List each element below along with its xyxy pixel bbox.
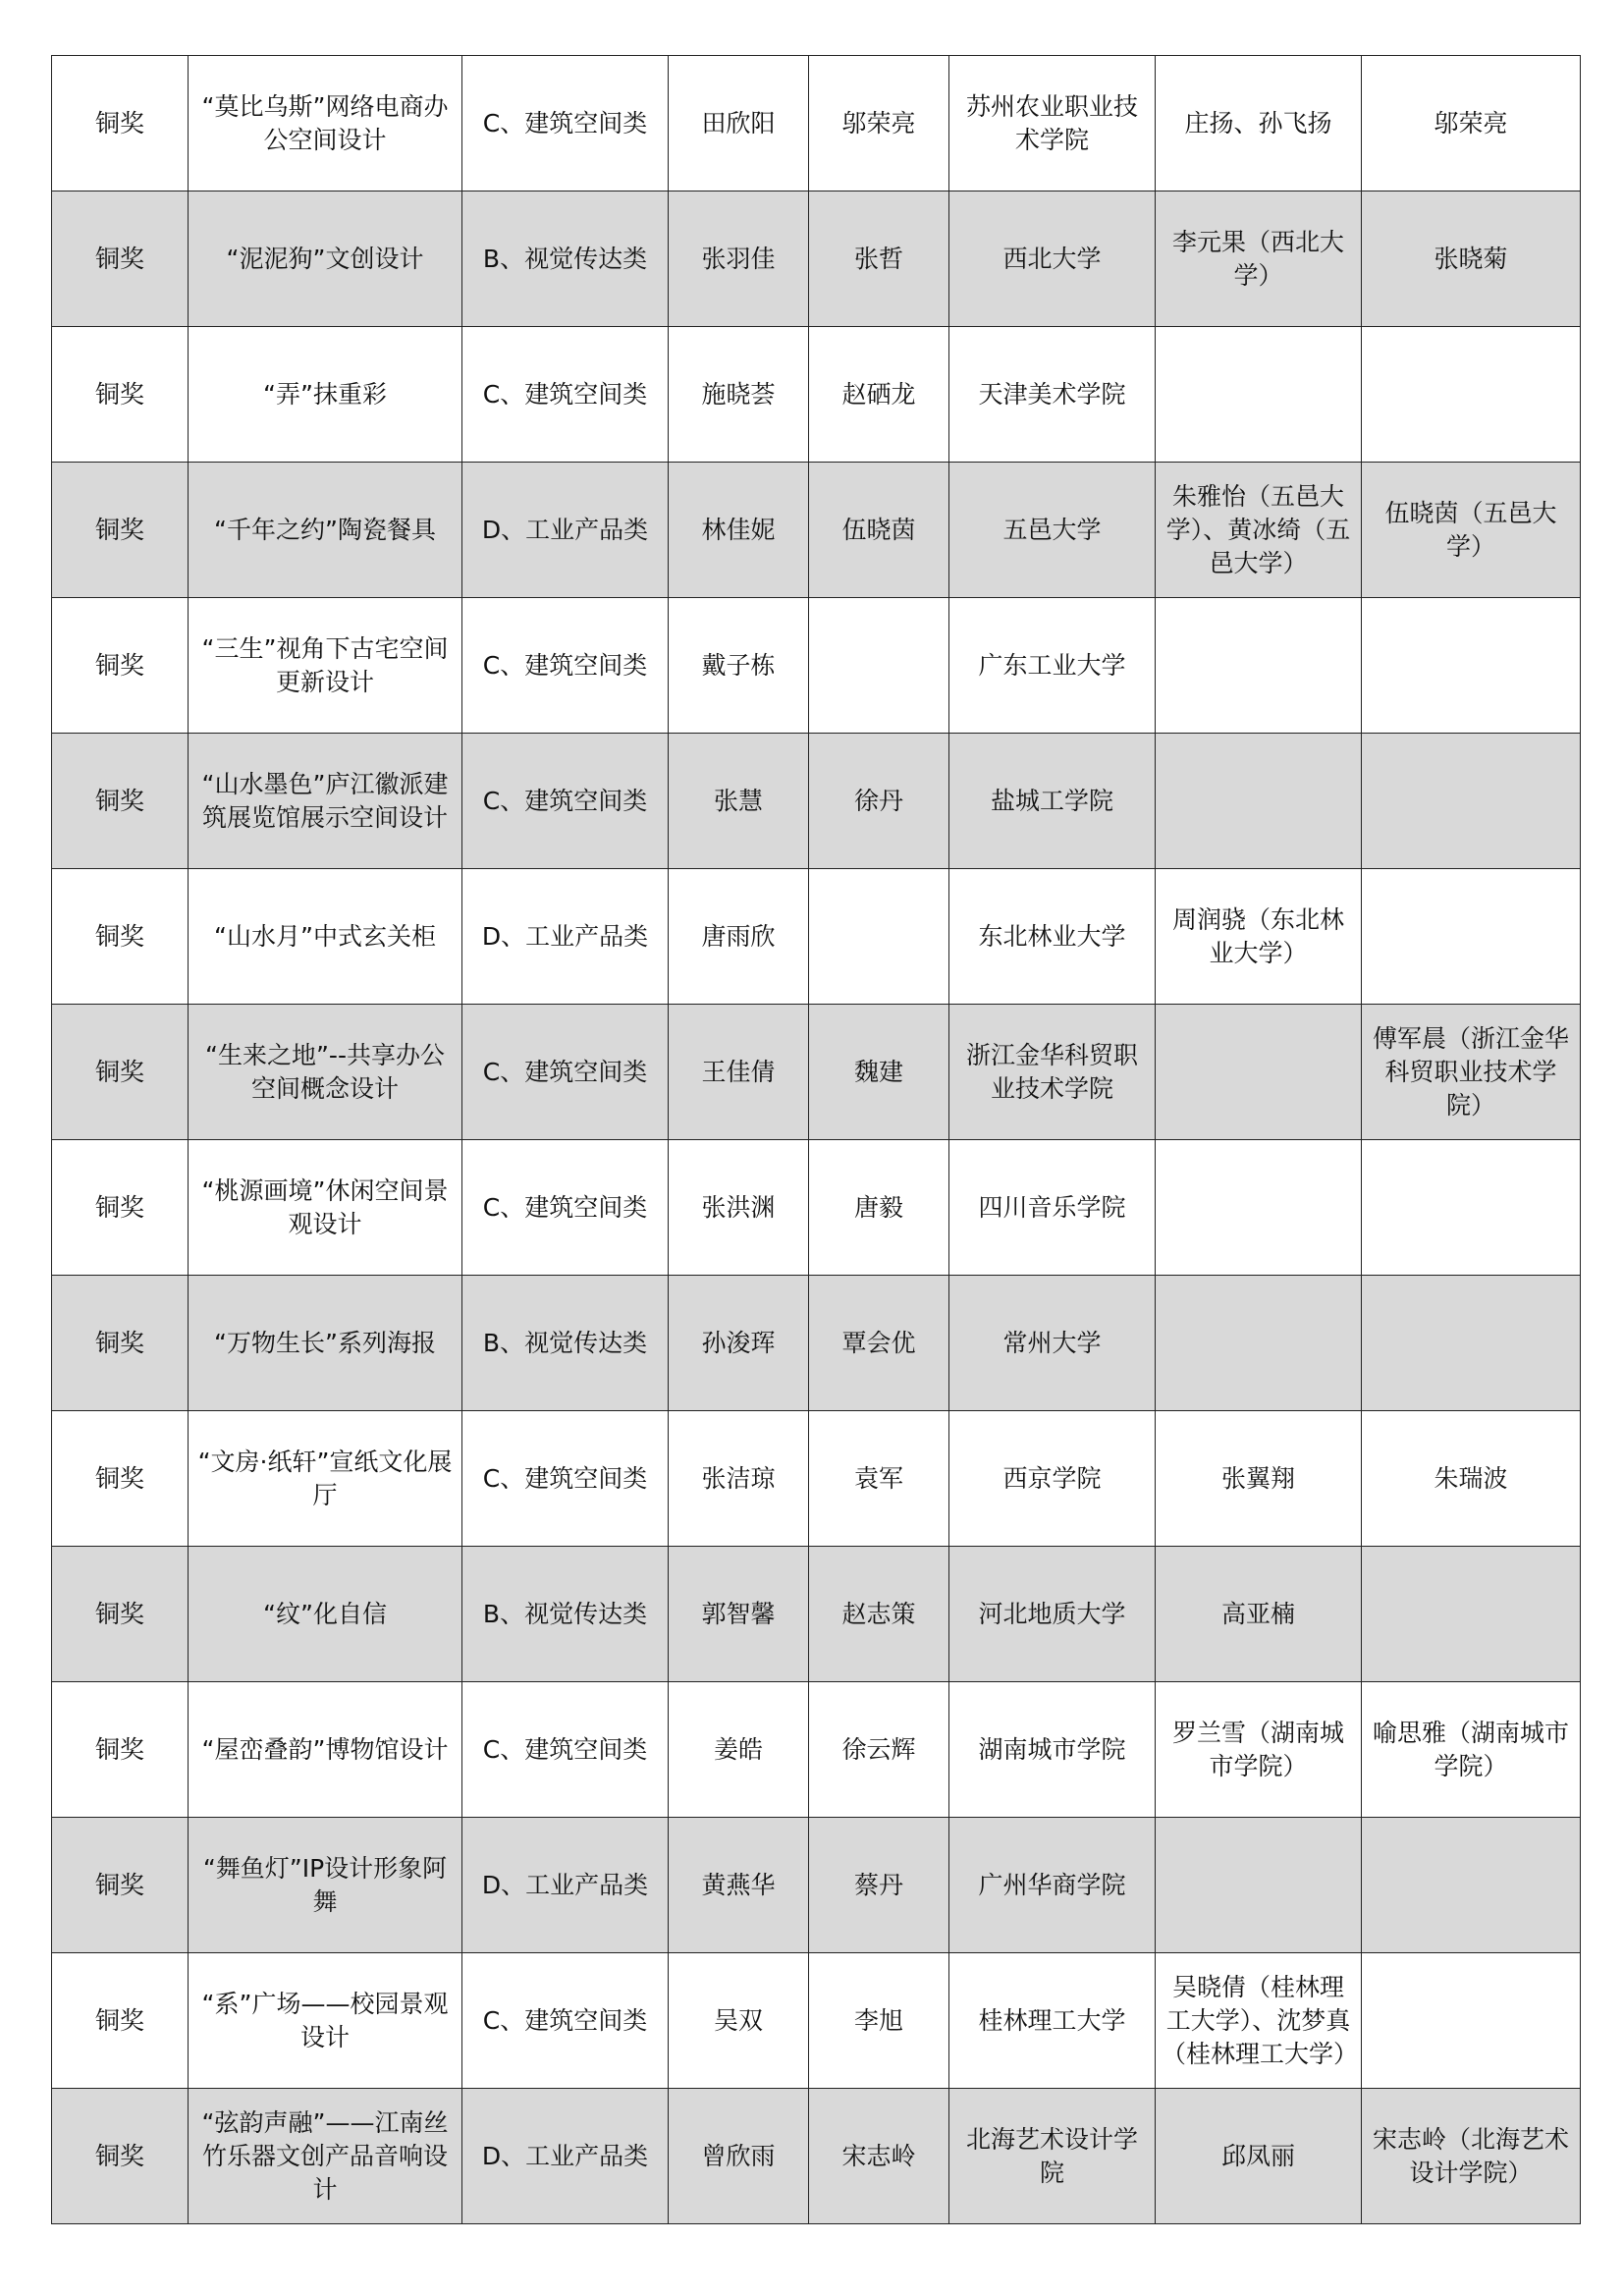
author-cell: 张洪渊 xyxy=(669,1140,809,1276)
members-cell xyxy=(1156,327,1362,463)
category-cell: B、视觉传达类 xyxy=(462,1547,669,1682)
school-cell: 广州华商学院 xyxy=(949,1818,1156,1953)
school-cell: 常州大学 xyxy=(949,1276,1156,1411)
members-cell xyxy=(1156,598,1362,734)
co-author-cell: 张哲 xyxy=(809,191,949,327)
co-author-cell xyxy=(809,598,949,734)
category-cell: D、工业产品类 xyxy=(462,2089,669,2224)
advisor-cell xyxy=(1362,869,1581,1005)
award-cell: 铜奖 xyxy=(52,1682,189,1818)
members-cell: 罗兰雪（湖南城市学院） xyxy=(1156,1682,1362,1818)
school-cell: 东北林业大学 xyxy=(949,869,1156,1005)
title-cell: “弦韵声融”——江南丝竹乐器文创产品音响设计 xyxy=(189,2089,462,2224)
category-cell: D、工业产品类 xyxy=(462,869,669,1005)
award-cell: 铜奖 xyxy=(52,1140,189,1276)
table-row xyxy=(52,598,1581,734)
advisor-cell: 喻思雅（湖南城市学院） xyxy=(1362,1682,1581,1818)
co-author-cell: 徐丹 xyxy=(809,734,949,869)
table-row xyxy=(52,1005,1581,1140)
awards-table xyxy=(51,55,1581,2224)
category-cell: C、建筑空间类 xyxy=(462,56,669,191)
award-cell: 铜奖 xyxy=(52,734,189,869)
award-cell: 铜奖 xyxy=(52,1818,189,1953)
advisor-cell: 张晓菊 xyxy=(1362,191,1581,327)
co-author-cell: 徐云辉 xyxy=(809,1682,949,1818)
advisor-cell xyxy=(1362,598,1581,734)
table-row xyxy=(52,1547,1581,1682)
table-row xyxy=(52,327,1581,463)
table-row xyxy=(52,1411,1581,1547)
category-cell: C、建筑空间类 xyxy=(462,1953,669,2089)
school-cell: 苏州农业职业技术学院 xyxy=(949,56,1156,191)
school-cell: 广东工业大学 xyxy=(949,598,1156,734)
advisor-cell xyxy=(1362,327,1581,463)
award-cell: 铜奖 xyxy=(52,1547,189,1682)
school-cell: 五邑大学 xyxy=(949,463,1156,598)
table-row xyxy=(52,56,1581,191)
co-author-cell: 邬荣亮 xyxy=(809,56,949,191)
members-cell xyxy=(1156,1276,1362,1411)
co-author-cell: 蔡丹 xyxy=(809,1818,949,1953)
co-author-cell: 伍晓茵 xyxy=(809,463,949,598)
author-cell: 姜皓 xyxy=(669,1682,809,1818)
award-cell: 铜奖 xyxy=(52,327,189,463)
advisor-cell xyxy=(1362,734,1581,869)
award-cell: 铜奖 xyxy=(52,1005,189,1140)
category-cell: C、建筑空间类 xyxy=(462,734,669,869)
members-cell xyxy=(1156,1005,1362,1140)
advisor-cell: 宋志岭（北海艺术设计学院） xyxy=(1362,2089,1581,2224)
table-row xyxy=(52,463,1581,598)
table-row xyxy=(52,1276,1581,1411)
school-cell: 西京学院 xyxy=(949,1411,1156,1547)
author-cell: 曾欣雨 xyxy=(669,2089,809,2224)
advisor-cell: 傅军晨（浙江金华科贸职业技术学院） xyxy=(1362,1005,1581,1140)
author-cell: 施晓荟 xyxy=(669,327,809,463)
table-body xyxy=(52,56,1581,2224)
advisor-cell xyxy=(1362,1140,1581,1276)
table-row xyxy=(52,869,1581,1005)
members-cell xyxy=(1156,1818,1362,1953)
co-author-cell: 赵志策 xyxy=(809,1547,949,1682)
author-cell: 黄燕华 xyxy=(669,1818,809,1953)
category-cell: C、建筑空间类 xyxy=(462,327,669,463)
title-cell: “舞鱼灯”IP设计形象阿舞 xyxy=(189,1818,462,1953)
school-cell: 桂林理工大学 xyxy=(949,1953,1156,2089)
award-cell: 铜奖 xyxy=(52,1953,189,2089)
advisor-cell xyxy=(1362,1547,1581,1682)
co-author-cell: 赵硒龙 xyxy=(809,327,949,463)
table-row xyxy=(52,1140,1581,1276)
table-row xyxy=(52,2089,1581,2224)
school-cell: 湖南城市学院 xyxy=(949,1682,1156,1818)
author-cell: 林佳妮 xyxy=(669,463,809,598)
table-row xyxy=(52,1682,1581,1818)
advisor-cell: 邬荣亮 xyxy=(1362,56,1581,191)
category-cell: B、视觉传达类 xyxy=(462,191,669,327)
author-cell: 唐雨欣 xyxy=(669,869,809,1005)
table-row xyxy=(52,1953,1581,2089)
title-cell: “山水墨色”庐江徽派建筑展览馆展示空间设计 xyxy=(189,734,462,869)
title-cell: “生来之地”--共享办公空间概念设计 xyxy=(189,1005,462,1140)
title-cell: “屋峦叠韵”博物馆设计 xyxy=(189,1682,462,1818)
school-cell: 四川音乐学院 xyxy=(949,1140,1156,1276)
category-cell: C、建筑空间类 xyxy=(462,1005,669,1140)
school-cell: 天津美术学院 xyxy=(949,327,1156,463)
title-cell: “千年之约”陶瓷餐具 xyxy=(189,463,462,598)
title-cell: “系”广场——校园景观设计 xyxy=(189,1953,462,2089)
category-cell: D、工业产品类 xyxy=(462,1818,669,1953)
co-author-cell: 覃会优 xyxy=(809,1276,949,1411)
advisor-cell xyxy=(1362,1953,1581,2089)
table-row xyxy=(52,1818,1581,1953)
award-cell: 铜奖 xyxy=(52,1411,189,1547)
members-cell: 邱凤丽 xyxy=(1156,2089,1362,2224)
school-cell: 西北大学 xyxy=(949,191,1156,327)
author-cell: 田欣阳 xyxy=(669,56,809,191)
title-cell: “纹”化自信 xyxy=(189,1547,462,1682)
award-cell: 铜奖 xyxy=(52,463,189,598)
category-cell: C、建筑空间类 xyxy=(462,1411,669,1547)
advisor-cell: 朱瑞波 xyxy=(1362,1411,1581,1547)
award-cell: 铜奖 xyxy=(52,869,189,1005)
title-cell: “桃源画境”休闲空间景观设计 xyxy=(189,1140,462,1276)
award-cell: 铜奖 xyxy=(52,2089,189,2224)
author-cell: 王佳倩 xyxy=(669,1005,809,1140)
author-cell: 戴子栋 xyxy=(669,598,809,734)
award-cell: 铜奖 xyxy=(52,56,189,191)
advisor-cell xyxy=(1362,1818,1581,1953)
author-cell: 吴双 xyxy=(669,1953,809,2089)
award-cell: 铜奖 xyxy=(52,191,189,327)
members-cell: 朱雅怡（五邑大学）、黄冰绮（五邑大学） xyxy=(1156,463,1362,598)
title-cell: “泥泥狗”文创设计 xyxy=(189,191,462,327)
co-author-cell: 李旭 xyxy=(809,1953,949,2089)
school-cell: 盐城工学院 xyxy=(949,734,1156,869)
members-cell: 高亚楠 xyxy=(1156,1547,1362,1682)
author-cell: 张羽佳 xyxy=(669,191,809,327)
award-cell: 铜奖 xyxy=(52,598,189,734)
school-cell: 浙江金华科贸职业技术学院 xyxy=(949,1005,1156,1140)
advisor-cell xyxy=(1362,1276,1581,1411)
table-row xyxy=(52,191,1581,327)
award-cell: 铜奖 xyxy=(52,1276,189,1411)
category-cell: B、视觉传达类 xyxy=(462,1276,669,1411)
title-cell: “弄”抹重彩 xyxy=(189,327,462,463)
members-cell: 周润骁（东北林业大学） xyxy=(1156,869,1362,1005)
co-author-cell: 魏建 xyxy=(809,1005,949,1140)
table-row xyxy=(52,734,1581,869)
author-cell: 郭智馨 xyxy=(669,1547,809,1682)
title-cell: “文房·纸轩”宣纸文化展厅 xyxy=(189,1411,462,1547)
members-cell: 张翼翔 xyxy=(1156,1411,1362,1547)
co-author-cell: 宋志岭 xyxy=(809,2089,949,2224)
co-author-cell: 唐毅 xyxy=(809,1140,949,1276)
advisor-cell: 伍晓茵（五邑大学） xyxy=(1362,463,1581,598)
title-cell: “山水月”中式玄关柜 xyxy=(189,869,462,1005)
members-cell xyxy=(1156,1140,1362,1276)
category-cell: C、建筑空间类 xyxy=(462,1140,669,1276)
category-cell: C、建筑空间类 xyxy=(462,598,669,734)
author-cell: 张慧 xyxy=(669,734,809,869)
school-cell: 河北地质大学 xyxy=(949,1547,1156,1682)
title-cell: “三生”视角下古宅空间更新设计 xyxy=(189,598,462,734)
school-cell: 北海艺术设计学院 xyxy=(949,2089,1156,2224)
members-cell: 庄扬、孙飞扬 xyxy=(1156,56,1362,191)
members-cell xyxy=(1156,734,1362,869)
title-cell: “万物生长”系列海报 xyxy=(189,1276,462,1411)
co-author-cell: 袁军 xyxy=(809,1411,949,1547)
category-cell: D、工业产品类 xyxy=(462,463,669,598)
title-cell: “莫比乌斯”网络电商办公空间设计 xyxy=(189,56,462,191)
author-cell: 张洁琼 xyxy=(669,1411,809,1547)
members-cell: 李元果（西北大学） xyxy=(1156,191,1362,327)
category-cell: C、建筑空间类 xyxy=(462,1682,669,1818)
author-cell: 孙浚珲 xyxy=(669,1276,809,1411)
co-author-cell xyxy=(809,869,949,1005)
members-cell: 吴晓倩（桂林理工大学）、沈梦真（桂林理工大学） xyxy=(1156,1953,1362,2089)
